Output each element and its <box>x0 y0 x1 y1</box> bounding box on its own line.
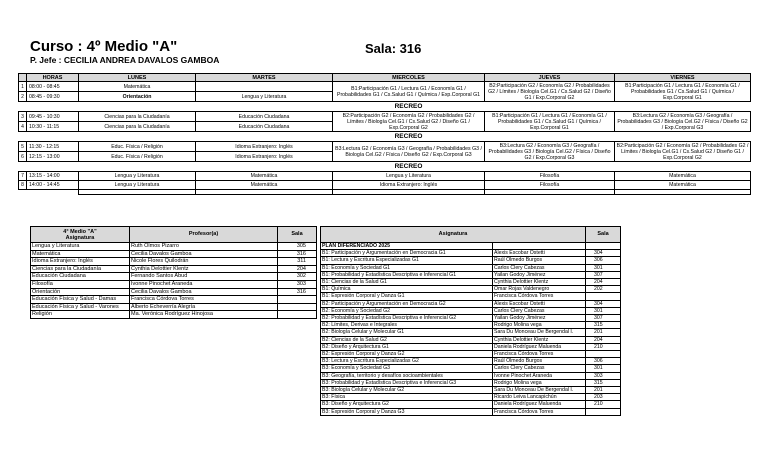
table-row <box>31 258 317 266</box>
plan-teacher-cell: Francisca Córdova Torres <box>493 293 586 300</box>
teacher-teacher-cell: Ivonne Pinochet Araneda <box>130 280 278 288</box>
plan-subject-cell: B1: Lectura y Escritura Especializadas G1 <box>321 257 493 264</box>
table-row <box>31 243 317 251</box>
tuesday-cell: Matemática <box>196 172 333 181</box>
plan-room-cell: 201 <box>586 329 621 336</box>
teachers-table <box>30 226 317 319</box>
col-tuesday: MARTES <box>196 74 333 82</box>
plan-title: PLAN DIFERENCIADO 2025 <box>321 243 493 250</box>
plan-subject-cell: B2: Ciencias de la Salud G2 <box>321 336 493 343</box>
table-row <box>321 408 621 415</box>
teacher-subject-cell: Religión <box>31 311 130 319</box>
teacher-teacher-cell: Fernando Santos Abud <box>130 273 278 281</box>
break-label: RECREO <box>333 132 485 142</box>
teacher-room-cell: 316 <box>278 250 317 258</box>
table-row <box>31 288 317 296</box>
plan-teacher-cell: Cynthia Delottier Klentz <box>493 279 586 286</box>
plan-subject-cell: B3: Biología Celular y Molecular G2 <box>321 387 493 394</box>
plan-room-cell: 315 <box>586 322 621 329</box>
plan-teacher-cell: Ivonne Pinochet Araneda <box>493 372 586 379</box>
table-row <box>321 322 621 329</box>
col-friday: VIERNES <box>615 74 751 82</box>
plan-room-cell: 210 <box>586 343 621 350</box>
plan-subject-cell: B3: Diseño y Arquitectura G2 <box>321 401 493 408</box>
break-spacer <box>19 162 333 172</box>
table-row <box>31 296 317 304</box>
period-time: 13:15 - 14:00 <box>27 172 79 181</box>
wednesday-cell: Idioma Extranjero: Inglés <box>333 181 485 190</box>
table-row <box>321 343 621 350</box>
plan-subject-cell: B3: Economía y Sociedad G3 <box>321 365 493 372</box>
friday-block: B1:Participación G1 / Lectura G1 / Economía G1 / Probabilidades G1 / Cs.Salud G1 / Química / Exp.Corporal G1 <box>615 82 751 102</box>
plan-subject-cell: B3: Lectura y Escritura Especializadas G2 <box>321 358 493 365</box>
trailing-row <box>19 190 751 195</box>
head-teacher: P. Jefe : CECILIA ANDREA DAVALOS GAMBOA <box>30 55 220 65</box>
col-wednesday: MIERCOLES <box>333 74 485 82</box>
break-label: RECREO <box>333 162 485 172</box>
plan-teacher-cell: Daniela Rodríguez Maluenda <box>493 343 586 350</box>
plan-header-row <box>321 227 621 243</box>
monday-cell: Matemática <box>79 82 196 92</box>
plan-teacher-cell: Sara Du Monceau De Bergendal I. <box>493 329 586 336</box>
schedule-table <box>18 73 751 195</box>
plan-teacher-cell: Daniela Rodríguez Maluenda <box>493 401 586 408</box>
period-row <box>19 112 751 122</box>
plan-room-cell: 304 <box>586 300 621 307</box>
plan-teacher-cell: Raúl Olmedo Burgos <box>493 358 586 365</box>
table-row <box>321 372 621 379</box>
plan-teacher-cell: Carlos Clery Cabezas <box>493 307 586 314</box>
tuesday-cell: Idioma Extranjero: Inglés <box>196 142 333 152</box>
table-row <box>31 250 317 258</box>
period-number: 7 <box>19 172 27 181</box>
room-header: Sala <box>278 227 317 243</box>
teacher-subject-cell: Matemática <box>31 250 130 258</box>
plan-title-row <box>321 243 621 250</box>
plan-room-cell: 304 <box>586 250 621 257</box>
plan-room-cell: 306 <box>586 257 621 264</box>
period-number: 8 <box>19 181 27 190</box>
teacher-subject-cell: Educación Física y Salud - Varones <box>31 303 130 311</box>
table-row <box>31 265 317 273</box>
teacher-teacher-cell: Alberto Echeverría Alegría <box>130 303 278 311</box>
plan-room-cell: 315 <box>586 379 621 386</box>
table-row <box>321 264 621 271</box>
col-hours: HORAS <box>27 74 79 82</box>
table-row <box>321 315 621 322</box>
table-row <box>321 286 621 293</box>
break-row <box>19 132 751 142</box>
break-spacer <box>485 162 751 172</box>
plan-teacher-cell: Rodrigo Molina vega <box>493 322 586 329</box>
table-row <box>321 401 621 408</box>
col-monday: LUNES <box>79 74 196 82</box>
plan-room-cell <box>586 293 621 300</box>
break-spacer <box>19 102 333 112</box>
table-row <box>321 279 621 286</box>
table-row <box>321 300 621 307</box>
empty-cell <box>493 243 586 250</box>
teacher-room-cell <box>278 303 317 311</box>
friday-cell: Matemática <box>615 172 751 181</box>
plan-teacher-cell: Ricardo Leiva Lancapichún <box>493 394 586 401</box>
break-row <box>19 102 751 112</box>
period-number: 3 <box>19 112 27 122</box>
plan-subject-cell: B1: Ciencias de la Salud G1 <box>321 279 493 286</box>
table-row <box>31 311 317 319</box>
plan-teacher-cell: Alexis Escobar Ostetti <box>493 300 586 307</box>
teacher-room-cell <box>278 296 317 304</box>
plan-subject-cell: B1: Química <box>321 286 493 293</box>
teacher-room-cell: 305 <box>278 243 317 251</box>
plan-teacher-cell: Cynthia Delottier Klentz <box>493 336 586 343</box>
plan-room-cell: 301 <box>586 264 621 271</box>
monday-cell: Educ. Física / Religión <box>79 142 196 152</box>
tuesday-cell: Idioma Extranjero: Inglés <box>196 152 333 162</box>
period-time: 08:45 - 09:30 <box>27 92 79 102</box>
teacher-subject-cell: Lengua y Literatura <box>31 243 130 251</box>
plan-subject-cell: B3: Expresión Corporal y Danza G3 <box>321 408 493 415</box>
period-time: 11:30 - 12:15 <box>27 142 79 152</box>
tuesday-cell: Educación Ciudadana <box>196 122 333 132</box>
thursday-block: B1:Participación G1 / Lectura G1 / Economía G1 / Probabilidades G1 / Cs.Salud G1 / Química / Exp.Corporal G1 <box>485 112 615 132</box>
plan-teacher-cell: Yailan Godoy Jiménez <box>493 271 586 278</box>
plan-teacher-cell: Sara Du Monceau De Bergendal I. <box>493 387 586 394</box>
friday-block: B2:Participación G2 / Economía G2 / Probabilidades G2 / Límites / Biología Cel.G1 / Cs.Salud G2 / Diseño G1 / Exp.Corporal G2 <box>615 142 751 162</box>
monday-cell: Educ. Física / Religión <box>79 152 196 162</box>
plan-subject-cell: B2: Probabilidad y Estadística Descriptiva e Inferencial G2 <box>321 315 493 322</box>
teacher-room-cell: 316 <box>278 288 317 296</box>
plan-teacher-cell: Yailan Godoy Jiménez <box>493 315 586 322</box>
plan-subject-cell: B2: Diseño y Arquitectura G1 <box>321 343 493 350</box>
schedule-header-row <box>19 74 751 82</box>
wednesday-block: B2:Participación G2 / Economía G2 / Probabilidades G2 / Límites / Biología Cel.G1 / Cs.Salud G2 / Diseño G1 / Exp.Corporal G2 <box>333 112 485 132</box>
break-spacer <box>485 132 751 142</box>
corner-cell <box>19 74 27 82</box>
table-row <box>321 271 621 278</box>
monday-cell: Ciencias para la Ciudadanía <box>79 122 196 132</box>
wednesday-cell: Lengua y Literatura <box>333 172 485 181</box>
table-row <box>321 379 621 386</box>
course-title: Curso : 4º Medio "A" <box>30 38 178 55</box>
plan-subject-header: Asignatura <box>321 227 586 243</box>
table-row <box>321 358 621 365</box>
wednesday-block: B1:Participación G1 / Lectura G1 / Economía G1 / Probabilidades G1 / Cs.Salud G1 / Química / Exp.Corporal G1 <box>333 82 485 102</box>
teachers-header-row <box>31 227 317 243</box>
plan-subject-cell: B3: Física <box>321 394 493 401</box>
plan-room-cell: 306 <box>586 358 621 365</box>
tuesday-cell: Matemática <box>196 181 333 190</box>
period-number: 2 <box>19 92 27 102</box>
period-number: 6 <box>19 152 27 162</box>
friday-cell: Matemática <box>615 181 751 190</box>
plan-subject-cell: B2: Expresión Corporal y Danza G2 <box>321 351 493 358</box>
plan-room-cell: 307 <box>586 271 621 278</box>
plan-subject-cell: B2: Biología Celular y Molecular G1 <box>321 329 493 336</box>
tuesday-cell <box>196 82 333 92</box>
table-row <box>321 257 621 264</box>
teacher-subject-cell: Idioma Extranjero: Inglés <box>31 258 130 266</box>
wednesday-block: B3:Lectura G2 / Economía G3 / Geografía / Probabilidades G3 / Biología Cel.G2 / Física / Diseño G2 / Exp.Corporal G3 <box>333 142 485 162</box>
teacher-subject-cell: Ciencias para la Ciudadanía <box>31 265 130 273</box>
teacher-subject-cell: Orientación <box>31 288 130 296</box>
plan-room-cell <box>586 408 621 415</box>
teacher-subject-cell: Filosofía <box>31 280 130 288</box>
plan-table <box>320 226 621 416</box>
period-row <box>19 181 751 190</box>
period-number: 1 <box>19 82 27 92</box>
teacher-room-cell: 303 <box>278 280 317 288</box>
table-row <box>321 351 621 358</box>
plan-teacher-cell: Carlos Clery Cabezas <box>493 365 586 372</box>
plan-subject-cell: B3: Probabilidad y Estadística Descriptiva e Inferencial G3 <box>321 379 493 386</box>
teacher-room-cell <box>278 311 317 319</box>
tuesday-cell: Educación Ciudadana <box>196 112 333 122</box>
subject-header: 4° Medio "A" Asignatura <box>31 227 130 243</box>
room-label: Sala: 316 <box>365 41 422 56</box>
break-spacer <box>19 132 333 142</box>
table-row <box>31 303 317 311</box>
teacher-teacher-cell: Cynthia Delottier Klentz <box>130 265 278 273</box>
teacher-teacher-cell: Ma. Verónica Rodríguez Hinojosa <box>130 311 278 319</box>
thursday-cell: Filosofía <box>485 181 615 190</box>
plan-room-cell: 301 <box>586 365 621 372</box>
plan-room-cell: 303 <box>586 372 621 379</box>
thursday-block: B3:Lectura G2 / Economía G3 / Geografía / Probabilidades G3 / Biología Cel.G2 / Física / Diseño G2 / Exp.Corporal G3 <box>485 142 615 162</box>
plan-subject-cell: B1: Probabilidad y Estadística Descriptiva e Inferencial G1 <box>321 271 493 278</box>
thursday-block: B2:Participación G2 / Economía G2 / Probabilidades G2 / Límites / Biología Cel.G1 / Cs.Salud G2 / Diseño G1 / Exp.Corporal G2 <box>485 82 615 102</box>
plan-room-cell: 307 <box>586 315 621 322</box>
teacher-teacher-cell: Nicole Flores Quilodrán <box>130 258 278 266</box>
plan-subject-cell: B2: Participación y Argumentación en Democracia G2 <box>321 300 493 307</box>
plan-subject-cell: B2: Economía y Sociedad G2 <box>321 307 493 314</box>
col-thursday: JUEVES <box>485 74 615 82</box>
teacher-room-cell: 311 <box>278 258 317 266</box>
plan-teacher-cell: Raúl Olmedo Burgos <box>493 257 586 264</box>
table-row <box>31 280 317 288</box>
monday-cell: Lengua y Literatura <box>79 172 196 181</box>
table-row <box>321 394 621 401</box>
monday-cell: Ciencias para la Ciudadanía <box>79 112 196 122</box>
plan-subject-cell: B1: Expresión Corporal y Danza G1 <box>321 293 493 300</box>
period-time: 12:15 - 13:00 <box>27 152 79 162</box>
table-row <box>321 307 621 314</box>
plan-room-cell: 201 <box>586 387 621 394</box>
break-row <box>19 162 751 172</box>
period-time: 09:45 - 10:30 <box>27 112 79 122</box>
plan-room-cell: 210 <box>586 401 621 408</box>
table-row <box>31 273 317 281</box>
table-row <box>321 365 621 372</box>
monday-cell: Orientación <box>79 92 196 102</box>
period-row <box>19 82 751 92</box>
friday-block: B3:Lectura G2 / Economía G3 / Geografía / Probabilidades G3 / Biología Cel.G2 / Física / Diseño G2 / Exp.Corporal G3 <box>615 112 751 132</box>
table-row <box>321 250 621 257</box>
plan-room-cell: 202 <box>586 286 621 293</box>
plan-teacher-cell: Francisca Córdova Torres <box>493 351 586 358</box>
plan-room-cell: 204 <box>586 279 621 286</box>
teacher-subject-cell: Educación Ciudadana <box>31 273 130 281</box>
plan-subject-cell: B2: Límites, Derivas e Integrales <box>321 322 493 329</box>
thursday-cell: Filosofía <box>485 172 615 181</box>
period-time: 10:30 - 11:15 <box>27 122 79 132</box>
plan-subject-cell: B3: Geografía, territorio y desafíos socioambientales <box>321 372 493 379</box>
plan-subject-cell: B1: Economía y Sociedad G1 <box>321 264 493 271</box>
period-row <box>19 172 751 181</box>
table-row <box>321 387 621 394</box>
plan-teacher-cell: Omar Rojas Valdenegro <box>493 286 586 293</box>
teacher-header: Profesor(a) <box>130 227 278 243</box>
break-spacer <box>485 102 751 112</box>
plan-room-header: Sala <box>586 227 621 243</box>
teacher-teacher-cell: Cecilia Davalos Gamboa <box>130 288 278 296</box>
plan-room-cell <box>586 351 621 358</box>
plan-room-cell: 203 <box>586 394 621 401</box>
teacher-room-cell: 204 <box>278 265 317 273</box>
break-label: RECREO <box>333 102 485 112</box>
period-time: 14:00 - 14:45 <box>27 181 79 190</box>
plan-teacher-cell: Carlos Clery Cabezas <box>493 264 586 271</box>
plan-room-cell: 204 <box>586 336 621 343</box>
teacher-teacher-cell: Cecilia Davalos Gamboa <box>130 250 278 258</box>
plan-room-cell: 301 <box>586 307 621 314</box>
plan-teacher-cell: Alexis Escobar Ostetti <box>493 250 586 257</box>
empty-cell <box>586 243 621 250</box>
teacher-teacher-cell: Ruth Olmos Pizarro <box>130 243 278 251</box>
table-row <box>321 293 621 300</box>
monday-cell: Lengua y Literatura <box>79 181 196 190</box>
table-row <box>321 329 621 336</box>
period-number: 5 <box>19 142 27 152</box>
period-row <box>19 142 751 152</box>
teacher-subject-cell: Educación Física y Salud - Damas <box>31 296 130 304</box>
tuesday-cell: Lengua y Literatura <box>196 92 333 102</box>
teacher-room-cell: 302 <box>278 273 317 281</box>
period-time: 08:00 - 08:45 <box>27 82 79 92</box>
plan-teacher-cell: Francisca Córdova Torres <box>493 408 586 415</box>
teacher-teacher-cell: Francisca Córdova Torres <box>130 296 278 304</box>
table-row <box>321 336 621 343</box>
plan-subject-cell: B1: Participación y Argumentación en Democracia G1 <box>321 250 493 257</box>
period-number: 4 <box>19 122 27 132</box>
plan-teacher-cell: Rodrigo Molina vega <box>493 379 586 386</box>
